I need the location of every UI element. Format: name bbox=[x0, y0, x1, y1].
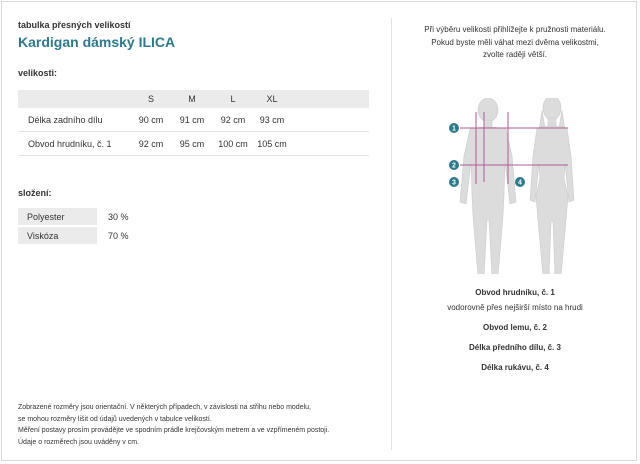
size-hint bbox=[400, 24, 630, 62]
size-table-filler bbox=[290, 90, 369, 108]
cell-value: 105 cm bbox=[254, 132, 290, 156]
svg-text:2: 2 bbox=[452, 162, 456, 170]
product-header bbox=[18, 20, 370, 50]
cell-value: 95 cm bbox=[172, 132, 212, 156]
table-row bbox=[18, 108, 369, 132]
product-title: Kardigan dámský ILICA bbox=[18, 34, 176, 50]
legend-chest-desc: vodorovně přes nejširší místo na hrudi bbox=[447, 303, 583, 312]
marker-2 bbox=[449, 160, 459, 170]
note-line: se mohou rozměry lišit od údajů uvedených v tabulce velikostí. bbox=[18, 415, 212, 423]
cell-value: 90 cm bbox=[130, 108, 172, 132]
size-table-header bbox=[18, 90, 369, 108]
svg-text:1: 1 bbox=[452, 125, 456, 133]
size-col-s: S bbox=[130, 90, 172, 108]
row-label: Délka zadního dílu bbox=[18, 108, 130, 132]
hint-line: Při výběru velikosti přihlížejte k pružnosti materiálu. bbox=[424, 25, 606, 34]
cell-value: 92 cm bbox=[130, 132, 172, 156]
size-col-m: M bbox=[172, 90, 212, 108]
list-item bbox=[18, 227, 129, 244]
body-measurement-figures bbox=[400, 98, 632, 274]
size-table bbox=[18, 90, 369, 156]
column-divider bbox=[391, 18, 392, 450]
sizes-label: velikosti: bbox=[18, 68, 58, 78]
cell-value: 92 cm bbox=[212, 108, 254, 132]
hint-line: Pokud byste měli váhat mezi dvěma velikostmi, bbox=[431, 37, 599, 47]
marker-4 bbox=[515, 177, 525, 187]
size-col-xl: XL bbox=[254, 90, 290, 108]
material-name: Polyester bbox=[18, 208, 97, 225]
note-line: Údaje o rozměrech jsou uváděny v cm. bbox=[18, 438, 139, 446]
svg-text:4: 4 bbox=[518, 179, 522, 187]
measurement-note bbox=[18, 402, 378, 448]
composition-table bbox=[18, 206, 129, 246]
note-line: Měření postavy prosím provádějte ve spodním prádle krejčovským metrem a ve vzpřímeném postoji. bbox=[18, 427, 330, 434]
composition-label: složení: bbox=[18, 188, 52, 198]
product-subtitle: tabulka přesných velikostí bbox=[18, 20, 131, 30]
table-row bbox=[18, 132, 369, 156]
female-figure bbox=[530, 98, 574, 274]
cell-value: 91 cm bbox=[172, 108, 212, 132]
legend-sleeve-title: Délka rukávu, č. 4 bbox=[481, 363, 549, 372]
cell-empty bbox=[290, 132, 369, 156]
cell-empty bbox=[290, 108, 369, 132]
material-name: Viskóza bbox=[18, 227, 97, 244]
material-value: 70 % bbox=[108, 230, 129, 241]
material-value: 30 % bbox=[108, 211, 129, 222]
cell-value: 93 cm bbox=[254, 108, 290, 132]
list-item bbox=[18, 208, 129, 225]
legend-chest-title: Obvod hrudníku, č. 1 bbox=[475, 288, 555, 297]
marker-3 bbox=[449, 177, 459, 187]
size-table-corner bbox=[18, 90, 130, 108]
hint-line: zvolte raději větší. bbox=[482, 50, 548, 59]
note-line: Zobrazené rozměry jsou orientační. V některých případech, v závislosti na střihu nebo modelu, bbox=[18, 404, 311, 411]
measurement-legend bbox=[400, 284, 630, 372]
svg-text:3: 3 bbox=[452, 179, 456, 187]
size-col-l: L bbox=[212, 90, 254, 108]
marker-1 bbox=[449, 123, 459, 133]
row-label: Obvod hrudníku, č. 1 bbox=[18, 132, 130, 156]
cell-value: 100 cm bbox=[212, 132, 254, 156]
legend-front-length-title: Délka předního dílu, č. 3 bbox=[468, 343, 562, 352]
legend-hem-title: Obvod lemu, č. 2 bbox=[482, 323, 547, 332]
